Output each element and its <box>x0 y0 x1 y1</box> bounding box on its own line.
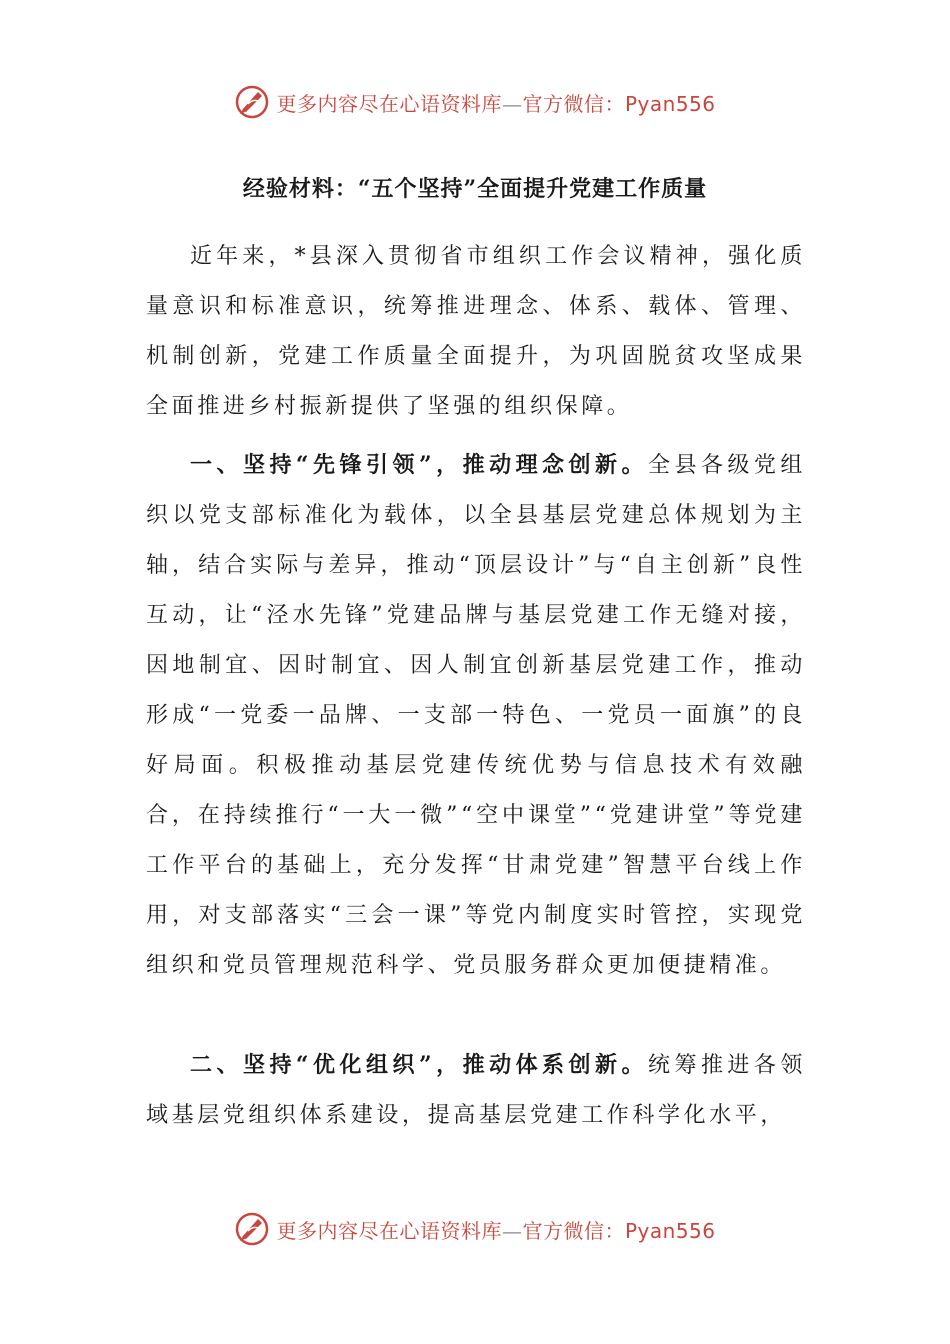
section-2-heading: 二、坚持“优化组织”，推动体系创新。 <box>190 1052 648 1078</box>
section-1-paragraph <box>146 440 806 991</box>
watermark-wechat-id: Pyan556 <box>624 91 716 116</box>
section-1-body: 全县各级党组织以党支部标准化为载体，以全县基层党建总体规划为主轴，结合实际与差异，推动“顶层设计”与“自主创新”良性互动，让“泾水先锋”党建品牌与基层党建工作无缝对接，因地制宜、因时制宜、因人制宜创新基层党建工作，推动形成“一党委一品牌、一支部一特色、一党员一面旗”的良好局面。积极推动基层党建传统优势与信息技术有效融合，在持续推行“一大一微”“空中课堂”“党建讲堂”等党建工作平台的基础上，充分发挥“甘肃党建”智慧平台线上作用，对支部落实“三会一课”等党内制度实时管控，实现党组织和党员管理规范科学、党员服务群众更加便捷精准。 <box>146 453 806 978</box>
pen-logo-icon <box>234 1211 270 1247</box>
watermark-text <box>276 88 715 117</box>
footer-watermark <box>0 1209 950 1249</box>
document-title: 经验材料：“五个坚持”全面提升党建工作质量 <box>242 176 708 202</box>
intro-paragraph: 近年来，*县深入贯彻省市组织工作会议精神，强化质量意识和标准意识，统筹推进理念、体系、载体、管理、机制创新，党建工作质量全面提升，为巩固脱贫攻坚成果全面推进乡村振新提供了坚强的组织保障。 <box>146 244 806 419</box>
watermark-text <box>276 1215 715 1244</box>
section-2-body: 统筹推进各领域基层党组织体系建设，提高基层党建工作科学化水平， <box>146 1053 806 1128</box>
watermark-separator: — <box>501 1218 523 1243</box>
section-1-heading: 一、坚持“先锋引领”，推动理念创新。 <box>190 452 648 478</box>
watermark-site: 更多内容尽在心语资料库 <box>276 1218 502 1243</box>
section-2-paragraph <box>146 1040 806 1141</box>
pen-logo-icon <box>234 84 270 120</box>
watermark-wechat-label: 官方微信： <box>522 1218 625 1243</box>
watermark-site: 更多内容尽在心语资料库 <box>276 91 502 116</box>
watermark-wechat-id: Pyan556 <box>624 1218 716 1243</box>
watermark-wechat-label: 官方微信： <box>522 91 625 116</box>
header-watermark <box>0 82 950 122</box>
watermark-separator: — <box>501 91 523 116</box>
